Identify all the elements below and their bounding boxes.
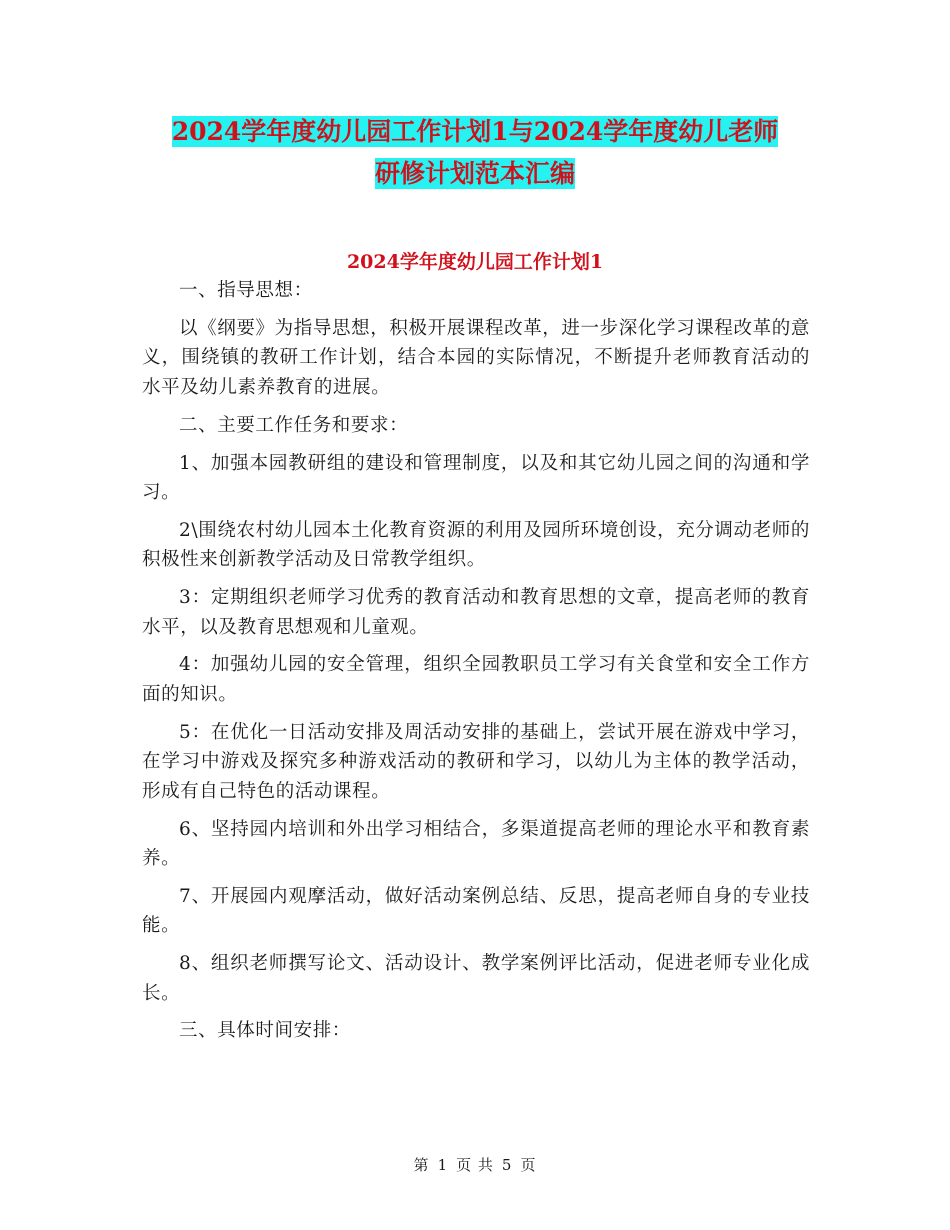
document-title-line-1 [140,114,810,150]
title-highlight: 2024学年度幼儿园工作计划1与2024学年度幼儿老师 [171,117,779,146]
paragraph-guiding-thought: 以《纲要》为指导思想，积极开展课程改革，进一步深化学习课程改革的意义，围绕镇的教研工作计划，结合本园的实际情况，不断提升老师教育活动的水平及幼儿素养教育的进展。 [142,317,810,398]
page-footer [0,1154,950,1175]
paragraph-schedule-heading: 三、具体时间安排： [179,1020,351,1042]
paragraph-task-7: 7、开展园内观摩活动，做好活动案例总结、反思，提高老师自身的专业技能。 [142,885,810,937]
footer-suffix: 页 [520,1156,537,1174]
footer-middle: 页 共 [456,1156,494,1174]
document-body [142,276,810,1054]
footer-prefix: 第 [413,1156,430,1174]
section-heading: 2024学年度幼儿园工作计划1 [346,251,604,273]
footer-page-number: 1 [437,1156,449,1174]
title-highlight: 研修计划范本汇编 [374,159,575,188]
footer-total-pages: 5 [501,1156,513,1174]
paragraph-task-5: 5：在优化一日活动安排及周活动安排的基础上，尝试开展在游戏中学习，在学习中游戏及探究多种游戏活动的教研和学习，以幼儿为主体的教学活动，形成有自己特色的活动课程。 [142,721,810,802]
document-title-line-2 [140,156,810,192]
paragraph-task-3: 3：定期组织老师学习优秀的教育活动和教育思想的文章，提高老师的教育水平，以及教育思想观和儿童观。 [142,587,810,638]
paragraph-task-6: 6、坚持园内培训和外出学习相结合，多渠道提高老师的理论水平和教育素养。 [142,818,810,869]
paragraph-task-2: 2\围绕农村幼儿园本土化教育资源的利用及园所环境创设，充分调动老师的积极性来创新教学活动及日常教学组织。 [142,519,810,571]
paragraph-guiding-thought-heading: 一、指导思想： [179,280,313,301]
paragraph-main-tasks-heading: 二、主要工作任务和要求： [179,414,409,436]
paragraph-task-4: 4：加强幼儿园的安全管理，组织全园教职员工学习有关食堂和安全工作方面的知识。 [142,654,810,705]
paragraph-task-1: 1、加强本园教研组的建设和管理制度，以及和其它幼儿园之间的沟通和学习。 [142,452,810,503]
paragraph-task-8: 8、组织老师撰写论文、活动设计、教学案例评比活动，促进老师专业化成长。 [142,953,810,1004]
